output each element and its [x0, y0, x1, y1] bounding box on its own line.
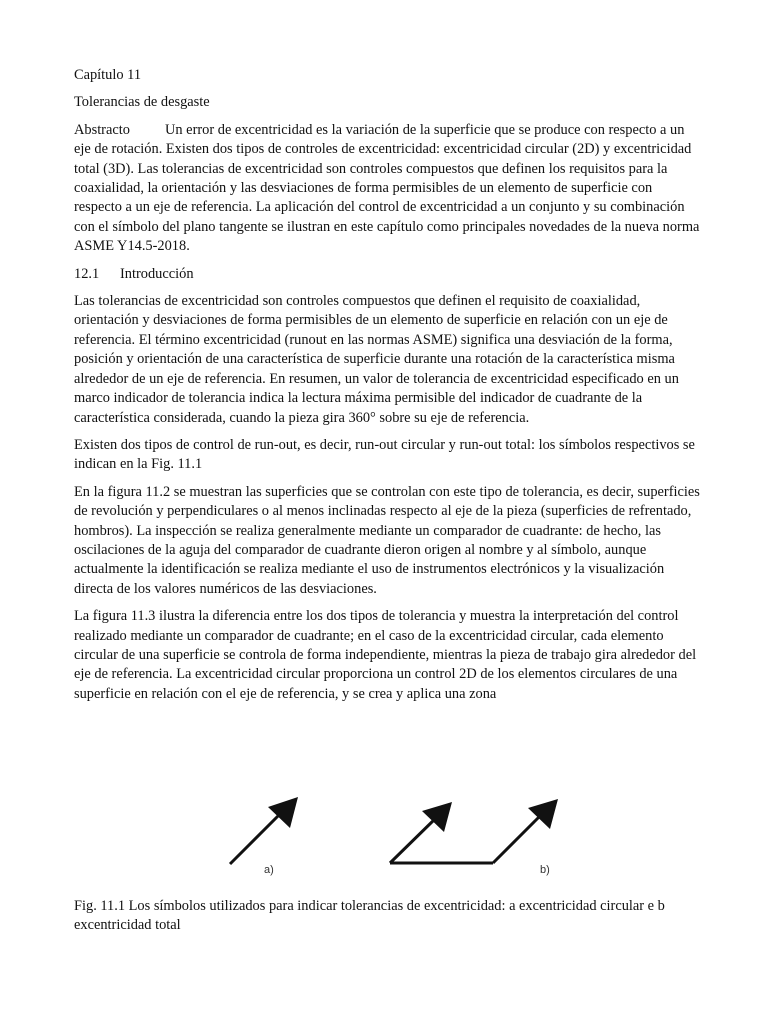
total-runout-symbol-icon: [390, 799, 558, 863]
paragraph-figure-11-3: La figura 11.3 ilustra la diferencia entre los dos tipos de tolerancia y muestra la interpretación del control realizado mediante un comparador de cuadrante; en el caso de la excentricidad circular, cada elemento circular de una superficie se controla de forma independiente, mientras la pieza de trabajo gira alrededor del eje de referencia. La excentricidad circular proporciona un control 2D de los elementos circulares de una superficie en relación con el eje de referencia, y se crea y aplica una zona: [74, 608, 697, 702]
figure-label-b: b): [540, 864, 550, 876]
figure-caption: Fig. 11.1 Los símbolos utilizados para indicar tolerancias de excentricidad: a excentricidad circular e b excentricidad total: [74, 898, 665, 934]
circular-runout-symbol-icon: [230, 797, 298, 864]
abstract-label: Abstracto: [74, 121, 130, 138]
paragraph-intro: Las tolerancias de excentricidad son controles compuestos que definen el requisito de coaxialidad, orientación y desviaciones de forma permisibles de un elemento de superficie en relación con un eje de referencia. El término excentricidad (runout en las normas ASME) significa una desviación de la forma, posición y orientación de una característica de superficie durante una rotación de la característica misma alrededor de un eje de referencia. En resumen, un valor de tolerancia de excentricidad especificado en un marco indicador de tolerancia indica la lectura máxima permisible del indicador de cuadrante de la característica considerada, cuando la pieza gira 360° sobre su eje de referencia.: [74, 293, 679, 426]
section-number: 12.1: [74, 265, 100, 282]
document-body: [74, 66, 700, 712]
abstract: [74, 121, 700, 257]
chapter-number: Capítulo 11: [74, 67, 142, 83]
paragraph-runout-types: Existen dos tipos de control de run-out, es decir, run-out circular y run-out total: los símbolos respectivos se indican en la Fig. 11.1: [74, 436, 695, 473]
section-title: Introducción: [120, 265, 194, 282]
section-heading: [74, 265, 700, 284]
runout-symbols-figure: [218, 790, 568, 890]
chapter-title: Tolerancias de desgaste: [74, 94, 210, 111]
figure-11-1: [218, 790, 568, 890]
figure-label-a: a): [264, 864, 274, 876]
abstract-text: Un error de excentricidad es la variación de la superficie que se produce con respecto a un eje de rotación. Existen dos tipos de controles de excentricidad: excentricidad circular (2D) y excentricidad total (3D). Las tolerancias de excentricidad son controles compuestos que definen los requisitos para la coaxialidad, la orientación y las desviaciones de forma permisibles de un elemento de superficie con respecto a un eje de referencia. La aplicación del control de excentricidad a un conjunto y su combinación con el símbolo del plano tangente se ilustran en este capítulo como principales novedades de la nueva norma ASME Y14.5-2018.: [74, 121, 700, 255]
paragraph-surfaces: En la figura 11.2 se muestran las superficies que se controlan con este tipo de tolerancia, es decir, superficies de revolución y perpendiculares o al menos inclinadas respecto al eje de la pieza (superficies de refrentado, hombros). La inspección se realiza generalmente mediante un comparador de cuadrante: de hecho, las oscilaciones de la aguja del comparador de cuadrante dieron origen al nombre y al símbolo, aunque actualmente la identificación se realiza mediante el uso de instrumentos electrónicos y la visualización directa de los valores numéricos de las desviaciones.: [74, 483, 700, 597]
